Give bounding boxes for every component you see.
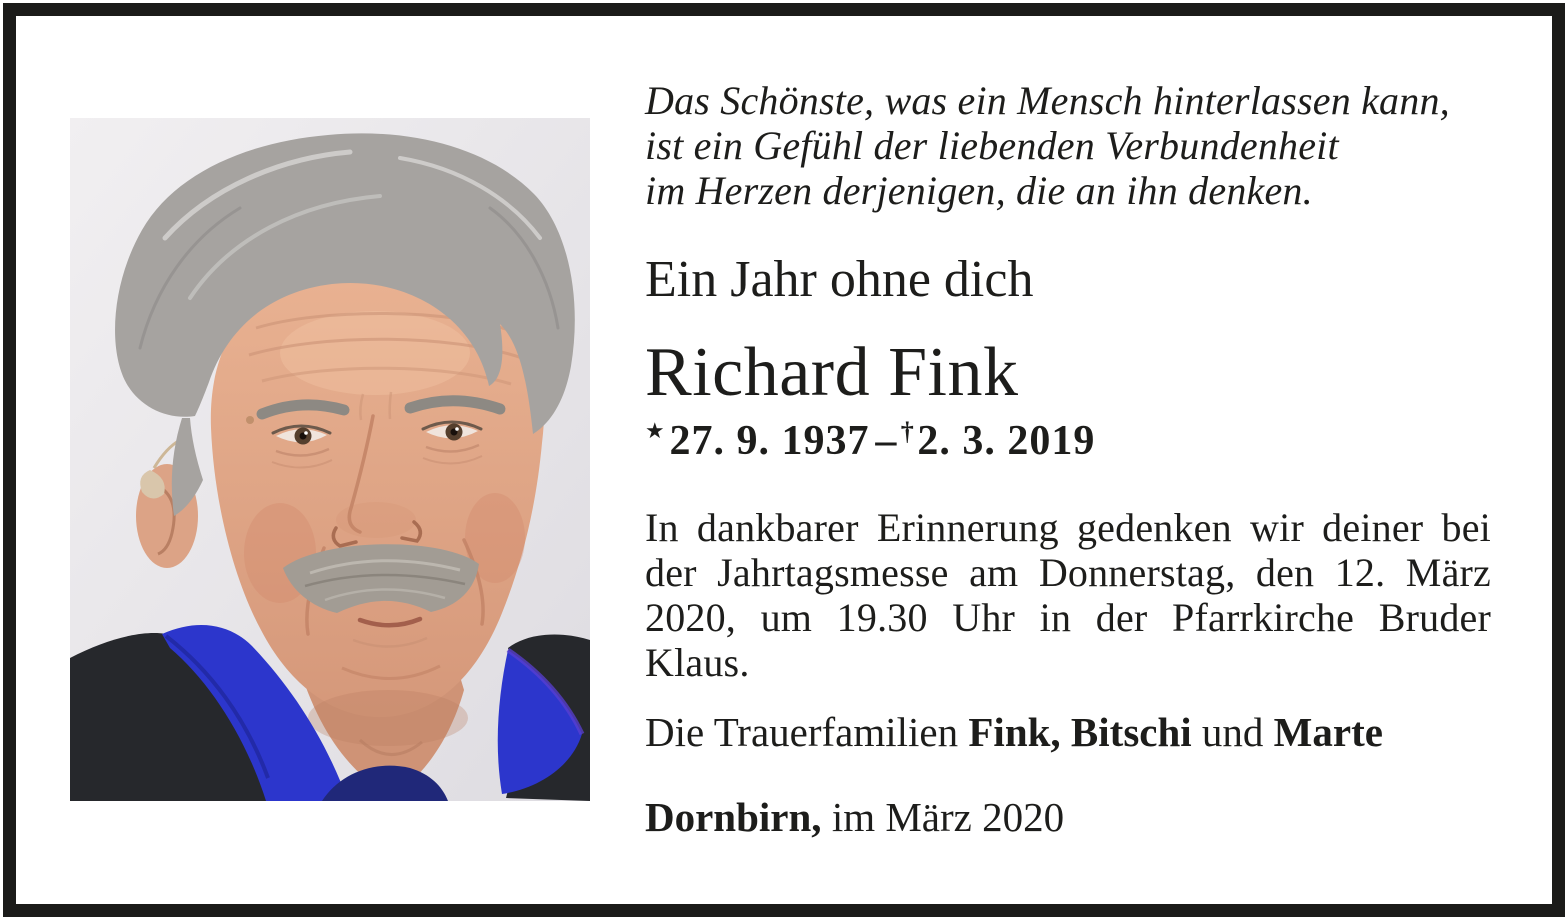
closing-city: Dornbirn, (645, 794, 822, 840)
life-dates (645, 418, 1095, 464)
dates-separator: – (875, 418, 898, 464)
death-date: 2. 3. 2019 (917, 418, 1096, 464)
families-group-2: Marte (1273, 709, 1383, 755)
quote-line-3: im Herzen derjenigen, die an ihn denken. (645, 168, 1313, 213)
birth-date: 27. 9. 1937 (669, 418, 870, 464)
families-prefix: Die Trauerfamilien (645, 709, 959, 755)
portrait-photo-illustration (70, 118, 590, 801)
quote-line-1: Das Schönste, was ein Mensch hinterlassen kann, (645, 78, 1450, 123)
death-cross-icon: † (900, 416, 915, 446)
portrait-photo (70, 118, 590, 801)
closing-line (645, 794, 1491, 841)
announcement-text: In dankbarer Erinnerung gedenken wir deiner bei der Jahrtagsmesse am Donnerstag, den 12. März 2020, um 19.30 Uhr in der Pfarrkirche Bruder Klaus. (645, 505, 1491, 685)
deceased-name: Richard Fink (645, 334, 1019, 411)
closing-date: im März 2020 (831, 794, 1065, 840)
quote-line-2: ist ein Gefühl der liebenden Verbundenheit (645, 123, 1339, 168)
mourning-families-line (645, 709, 1491, 756)
families-conjunction: und (1201, 709, 1264, 755)
memorial-heading: Ein Jahr ohne dich (645, 251, 1034, 308)
birth-star-icon: ★ (645, 419, 666, 445)
memorial-quote (645, 78, 1491, 213)
families-group-1: Fink, Bitschi (968, 709, 1192, 755)
